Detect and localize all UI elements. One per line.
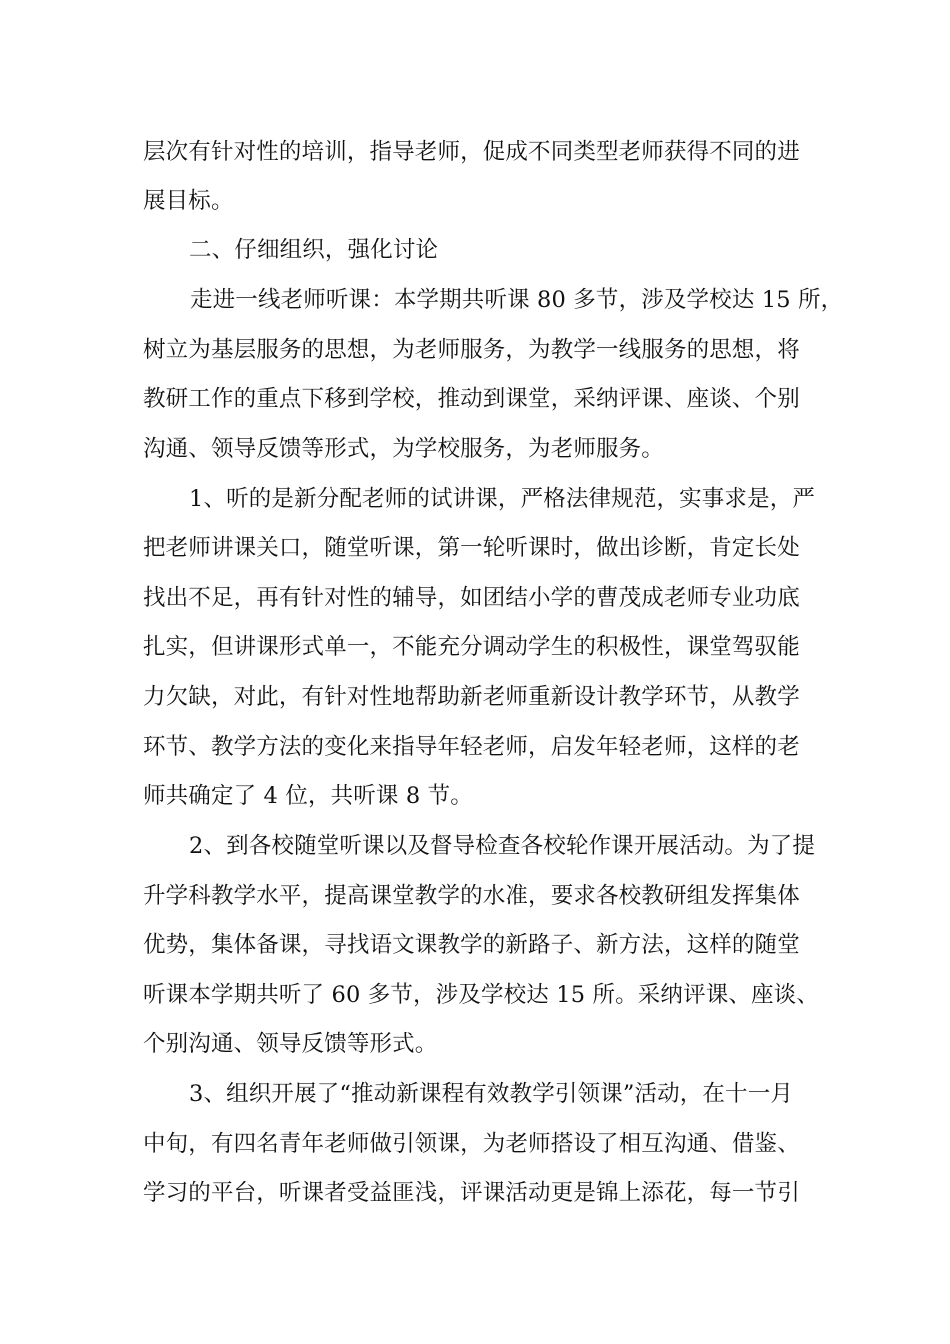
text-line: 沟通、领导反馈等形式，为学校服务，为老师服务。 <box>143 436 664 462</box>
text-line: 升学科教学水平，提高课堂教学的水准，要求各校教研组发挥集体 <box>143 883 800 909</box>
text-line: 力欠缺，对此，有针对性地帮助新老师重新设计教学环节，从教学 <box>143 684 800 710</box>
text-line: 找出不足，再有针对性的辅导，如团结小学的曹茂成老师专业功底 <box>143 585 800 611</box>
text-line: 层次有针对性的培训，指导老师，促成不同类型老师获得不同的进 <box>143 139 800 165</box>
text-line: 1、听的是新分配老师的试讲课，严格法律规范，实事求是，严 <box>189 486 816 512</box>
text-line: 扎实，但讲课形式单一，不能充分调动学生的积极性，课堂驾驭能 <box>143 634 800 660</box>
text-line: 走进一线老师听课：本学期共听课 80 多节，涉及学校达 15 所， <box>190 287 844 313</box>
text-line: 师共确定了 4 位，共听课 8 节。 <box>143 783 473 809</box>
section-heading: 二、仔细组织，强化讨论 <box>189 237 439 263</box>
text-line: 环节、教学方法的变化来指导年轻老师，启发年轻老师，这样的老 <box>143 734 800 760</box>
text-line: 学习的平台，听课者受益匪浅，评课活动更是锦上添花，每一节引 <box>143 1180 800 1206</box>
text-line: 听课本学期共听了 60 多节，涉及学校达 15 所。采纳评课、座谈、 <box>143 982 819 1008</box>
text-line: 3、组织开展了“推动新课程有效教学引领课”活动，在十一月 <box>189 1081 794 1107</box>
text-line: 教研工作的重点下移到学校，推动到课堂，采纳评课、座谈、个别 <box>143 386 800 412</box>
text-line: 优势，集体备课，寻找语文课教学的新路子、新方法，这样的随堂 <box>143 932 800 958</box>
text-line: 中旬，有四名青年老师做引领课，为老师搭设了相互沟通、借鉴、 <box>143 1131 800 1157</box>
text-line: 把老师讲课关口，随堂听课，第一轮听课时，做出诊断，肯定长处 <box>143 535 800 561</box>
text-line: 2、到各校随堂听课以及督导检查各校轮作课开展活动。为了提 <box>189 833 816 859</box>
text-line: 树立为基层服务的思想，为老师服务，为教学一线服务的思想，将 <box>143 337 800 363</box>
text-line: 个别沟通、领导反馈等形式。 <box>143 1031 438 1057</box>
text-line: 展目标。 <box>143 188 234 214</box>
